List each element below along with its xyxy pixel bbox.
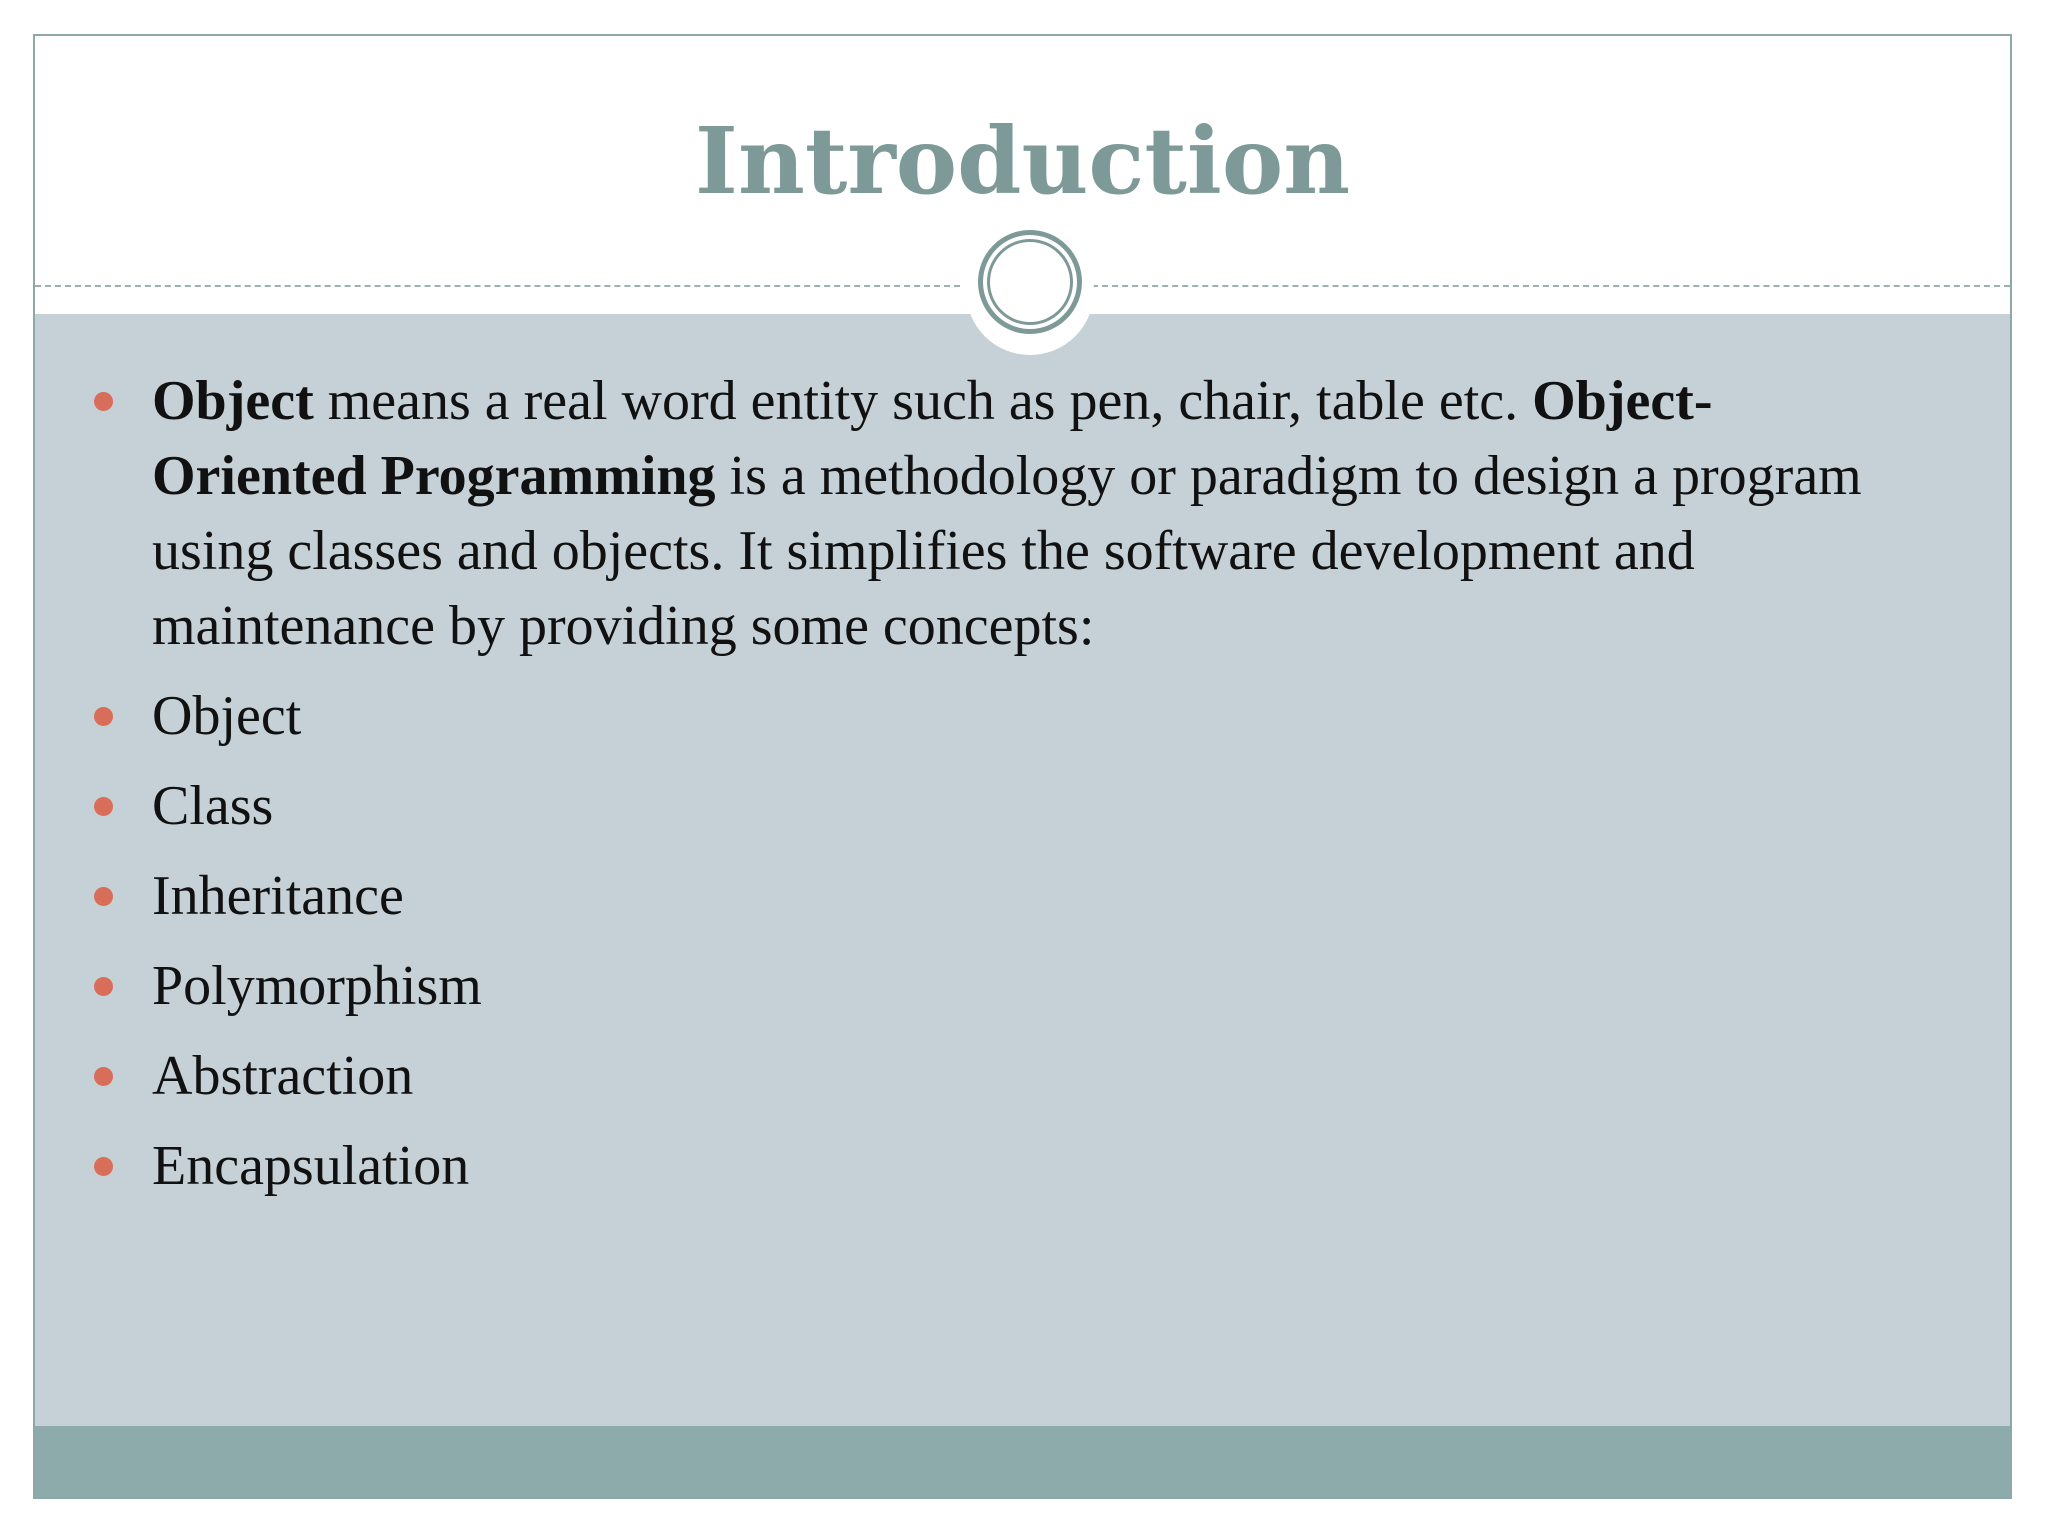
bullet-dot-icon	[94, 887, 113, 906]
concept-label: Encapsulation	[152, 1135, 470, 1197]
bullet-list	[35, 364, 2010, 1219]
list-item	[35, 1129, 2010, 1204]
bullet-dot-icon	[94, 392, 113, 411]
list-item	[35, 949, 2010, 1024]
footer-bar	[35, 1426, 2010, 1497]
divider-left	[35, 285, 960, 287]
bullet-dot-icon	[94, 797, 113, 816]
slide-title: Introduction	[694, 107, 1351, 215]
concept-label: Object	[152, 685, 302, 747]
list-item	[35, 679, 2010, 754]
list-item	[35, 1039, 2010, 1114]
list-item	[35, 769, 2010, 844]
slide	[33, 34, 2012, 1499]
bullet-dot-icon	[94, 977, 113, 996]
intro-text-2: is a methodology or paradigm to design a program using classes and objects. It simplifies the software development and maintenance by providing some concepts:	[152, 445, 1862, 657]
concept-label: Abstraction	[152, 1045, 414, 1107]
concept-label: Inheritance	[152, 865, 404, 927]
intro-text-1: means a real word entity such as pen, chair, table etc.	[313, 370, 1533, 432]
divider-right	[1092, 285, 2010, 287]
bullet-dot-icon	[94, 1067, 113, 1086]
list-item	[35, 859, 2010, 934]
intro-bold-oop: Object-Oriented Programming	[152, 370, 1713, 507]
bullet-dot-icon	[94, 1157, 113, 1176]
concept-label: Polymorphism	[152, 955, 482, 1017]
bullet-dot-icon	[94, 707, 113, 726]
double-circle-inner-icon	[987, 239, 1073, 325]
intro-paragraph	[35, 364, 2010, 664]
concept-label: Class	[152, 775, 274, 837]
intro-bold-object: Object	[152, 370, 314, 432]
